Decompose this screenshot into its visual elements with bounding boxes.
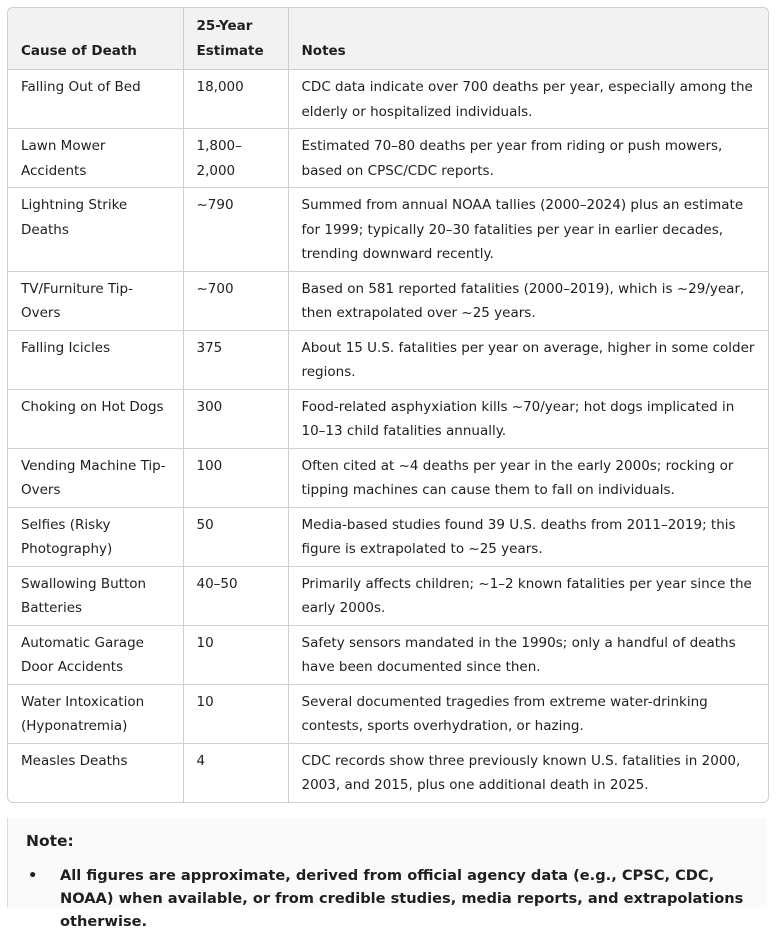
cell-estimate: 40–50 [183,566,288,625]
cell-cause: TV/Furniture Tip-Overs [8,271,183,330]
data-table-container [7,7,769,803]
header-notes: Notes [288,8,768,70]
cell-notes: CDC data indicate over 700 deaths per year, especially among the elderly or hospitalized individuals. [288,70,768,129]
cell-estimate: ~700 [183,271,288,330]
table-row [8,129,768,188]
table-row [8,271,768,330]
cell-estimate: 100 [183,448,288,507]
cell-notes: Food-related asphyxiation kills ~70/year; hot dogs implicated in 10–13 child fatalities annually. [288,389,768,448]
note-section [7,818,767,930]
table-row [8,70,768,129]
table-header [8,8,768,70]
cell-estimate: 50 [183,507,288,566]
table-row [8,507,768,566]
cell-cause: Falling Out of Bed [8,70,183,129]
cell-estimate: 300 [183,389,288,448]
cell-notes: Media-based studies found 39 U.S. deaths from 2011–2019; this figure is extrapolated to ~25 years. [288,507,768,566]
bullet-icon: • [28,867,38,884]
table-row [8,566,768,625]
cell-cause: Lightning Strike Deaths [8,188,183,272]
header-row [8,8,768,70]
table-row [8,330,768,389]
cell-cause: Water Intoxication (Hyponatremia) [8,684,183,743]
table-row [8,448,768,507]
cell-notes: Primarily affects children; ~1–2 known fatalities per year since the early 2000s. [288,566,768,625]
cell-cause: Swallowing Button Batteries [8,566,183,625]
cell-estimate: 10 [183,625,288,684]
table-row [8,389,768,448]
cell-cause: Vending Machine Tip-Overs [8,448,183,507]
cell-cause: Automatic Garage Door Accidents [8,625,183,684]
cell-notes: About 15 U.S. fatalities per year on average, higher in some colder regions. [288,330,768,389]
table-row [8,743,768,802]
note-list [26,864,751,933]
cell-estimate: 10 [183,684,288,743]
cell-cause: Choking on Hot Dogs [8,389,183,448]
cell-notes: Summed from annual NOAA tallies (2000–2024) plus an estimate for 1999; typically 20–30 fatalities per year in earlier decades, trending downward recently. [288,188,768,272]
cell-cause: Falling Icicles [8,330,183,389]
table-row [8,625,768,684]
note-text: All figures are approximate, derived from official agency data (e.g., CPSC, CDC, NOAA) when available, or from credible studies, media reports, and extrapolations otherwise. [60,867,744,930]
table-row [8,684,768,743]
cell-estimate: ~790 [183,188,288,272]
table-body [8,70,768,802]
list-item [26,864,751,933]
header-estimate: 25-Year Estimate [183,8,288,70]
cell-cause: Selfies (Risky Photography) [8,507,183,566]
note-title: Note: [26,832,74,850]
cell-estimate: 18,000 [183,70,288,129]
cell-notes: Several documented tragedies from extreme water-drinking contests, sports overhydration, or hazing. [288,684,768,743]
causes-of-death-table [8,8,768,802]
cell-estimate: 1,800–2,000 [183,129,288,188]
header-cause: Cause of Death [8,8,183,70]
cell-cause: Lawn Mower Accidents [8,129,183,188]
cell-notes: Estimated 70–80 deaths per year from riding or push mowers, based on CPSC/CDC reports. [288,129,768,188]
cell-notes: CDC records show three previously known U.S. fatalities in 2000, 2003, and 2015, plus one additional death in 2025. [301,752,741,793]
table-row [8,188,768,272]
cell-estimate: 4 [183,743,288,802]
cell-notes: Often cited at ~4 deaths per year in the early 2000s; rocking or tipping machines can cause them to fall on individuals. [288,448,768,507]
cell-cause: Measles Deaths [8,743,183,802]
cell-notes: Based on 581 reported fatalities (2000–2019), which is ~29/year, then extrapolated over ~25 years. [288,271,768,330]
cell-notes: Safety sensors mandated in the 1990s; only a handful of deaths have been documented since then. [288,625,768,684]
cell-estimate: 375 [183,330,288,389]
